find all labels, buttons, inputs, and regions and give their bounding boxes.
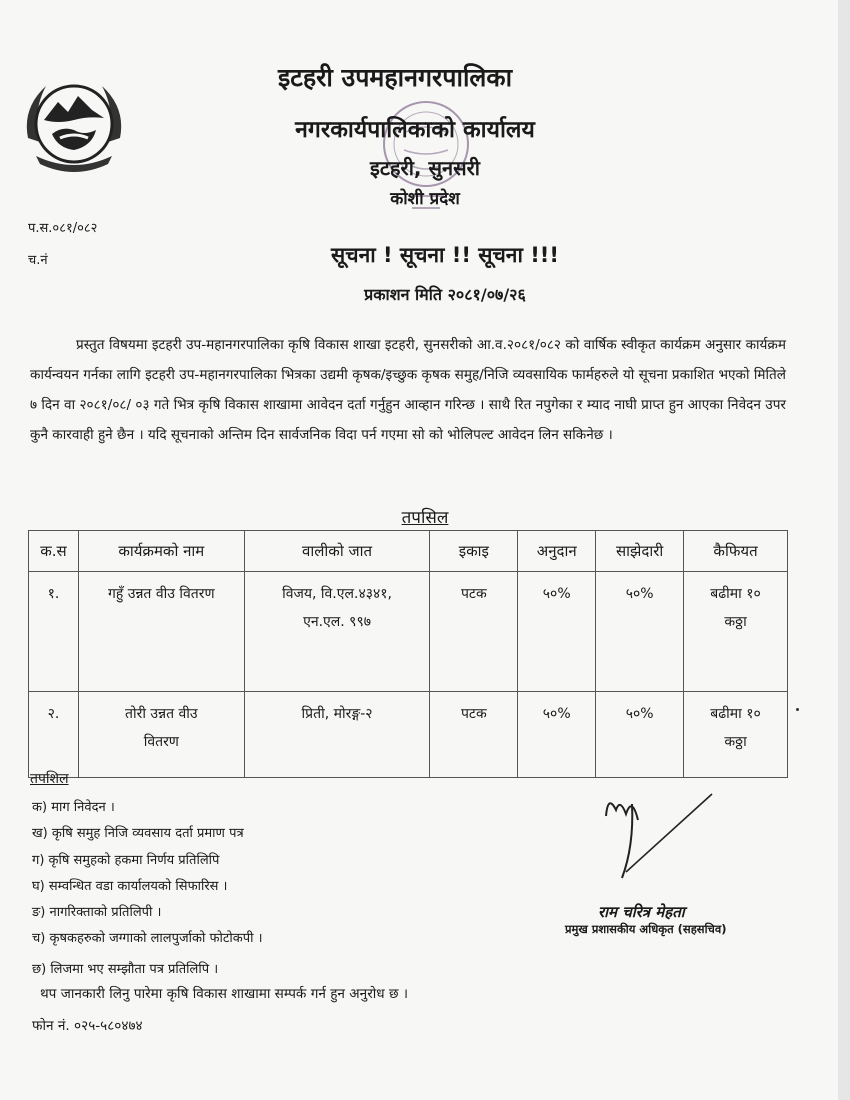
cell-grant: ५०% xyxy=(518,692,596,778)
cell-sn: १. xyxy=(29,572,79,692)
list-item: घ) सम्वन्धित वडा कार्यालयको सिफारिस । xyxy=(32,878,228,894)
office-location: इटहरी, सुनसरी xyxy=(370,156,480,180)
list-item: छ) लिजमा भए सम्झौता पत्र प्रतिलिपि । xyxy=(32,961,219,977)
cell-share: ५०% xyxy=(596,572,684,692)
phone-number: फोन नं. ०२५-५८०४७४ xyxy=(32,1018,143,1034)
office-name: नगरकार्यपालिकाको कार्यालय xyxy=(295,117,535,143)
program-line: तोरी उन्नत वीउ xyxy=(125,706,198,722)
cell-unit: पटक xyxy=(430,692,518,778)
col-header-unit: इकाइ xyxy=(430,531,518,572)
list-item: ङ) नागरिक्ताको प्रतिलिपी । xyxy=(32,905,162,921)
col-header-grant: अनुदान xyxy=(518,531,596,572)
col-header-variety: वालीको जात xyxy=(244,531,430,572)
closing-note: थप जानकारी लिनु पारेमा कृषि विकास शाखामा सम्पर्क गर्न हुन अनुरोध छ । xyxy=(40,986,408,1002)
documents-title: तपशिल xyxy=(30,771,69,787)
col-header-sn: क.स xyxy=(29,531,79,572)
handwritten-signature xyxy=(598,786,718,886)
cell-grant: ५०% xyxy=(518,572,596,692)
org-name: इटहरी उपमहानगरपालिका xyxy=(277,63,513,92)
letter-number: प.स.०८१/०८२ xyxy=(28,221,98,236)
signatory-name: राम चरित्र मेहता xyxy=(598,903,685,921)
cell-program: गहुँ उन्नत वीउ वितरण xyxy=(78,572,244,692)
cell-sn: २. xyxy=(29,692,79,778)
variety-line: एन.एल. ९९७ xyxy=(303,614,372,630)
variety-line: विजय, वि.एल.४३४१, xyxy=(282,586,393,602)
dispatch-number: च.नं xyxy=(28,253,48,268)
col-header-program: कार्यक्रमको नाम xyxy=(78,531,244,572)
province-name: कोशी प्रदेश xyxy=(390,189,460,209)
cell-variety xyxy=(244,572,430,692)
table-title: तपसिल xyxy=(401,508,449,528)
list-item: क) माग निवेदन । xyxy=(32,800,115,815)
cell-remarks xyxy=(684,692,788,778)
program-line: वितरण xyxy=(143,734,179,750)
required-documents-list xyxy=(32,795,263,983)
list-item: ख) कृषि समुह निजि व्यवसाय दर्ता प्रमाण पत्र xyxy=(32,826,244,842)
table-row xyxy=(29,692,788,778)
program-table xyxy=(28,530,788,778)
list-item: च) कृषकहरुको जग्गाको लालपुर्जाको फोटोकपी । xyxy=(32,931,263,947)
list-item: ग) कृषि समुहको हकमा निर्णय प्रतिलिपि xyxy=(32,852,220,868)
remarks-line: बढीमा १० xyxy=(710,586,761,602)
cell-remarks xyxy=(684,572,788,692)
cell-share: ५०% xyxy=(596,692,684,778)
table-row xyxy=(29,572,788,692)
publish-date: प्रकाशन मिति २०८१/०७/२६ xyxy=(364,285,526,304)
table-header-row xyxy=(29,531,788,572)
remarks-line: कठ्ठा xyxy=(724,614,747,630)
notice-title: सूचना ! सूचना !! सूचना !!! xyxy=(331,243,559,267)
signatory-title: प्रमुख प्रशासकीय अधिकृत (सहसचिव) xyxy=(565,922,727,936)
cell-unit: पटक xyxy=(430,572,518,692)
col-header-share: साझेदारी xyxy=(596,531,684,572)
remarks-line: कठ्ठा xyxy=(724,734,747,750)
notice-body: प्रस्तुत विषयमा इटहरी उप-महानगरपालिका कृषि विकास शाखा इटहरी, सुनसरीको आ.व.२०८१/०८२ को वार्षिक स्वीकृत कार्यक्रम अनुसार कार्यक्रम कार्यन्वयन गर्नका लागि इटहरी उप-महानगरपालिका भित्रका उद्यमी कृषक/इच्छुक कृषक समुह/निजि व्यवसायिक फार्महरुले यो सूचना प्रकाशित भएको मितिले ७ दिन वा २०८१/०८/ ०३ गते भित्र कृषि विकास शाखामा आवेदन दर्ता गर्नुहुन आव्हान गरिन्छ । साथै रित नपुगेका र म्याद नाघी प्राप्त हुन आएका निवेदन उपर कुनै कारवाही हुने छैन । यदि सूचनाको अन्तिम दिन सार्वजनिक विदा पर्न गएमा सो को भोलिपल्ट आवेदन लिन सकिनेछ । xyxy=(30,337,786,443)
cell-variety: प्रिती, मोरङ्ग-२ xyxy=(244,692,430,778)
remarks-line: बढीमा १० xyxy=(710,706,761,722)
speck xyxy=(796,708,799,711)
cell-program xyxy=(78,692,244,778)
scan-edge xyxy=(838,0,850,1100)
col-header-remarks: कैफियत xyxy=(684,531,788,572)
